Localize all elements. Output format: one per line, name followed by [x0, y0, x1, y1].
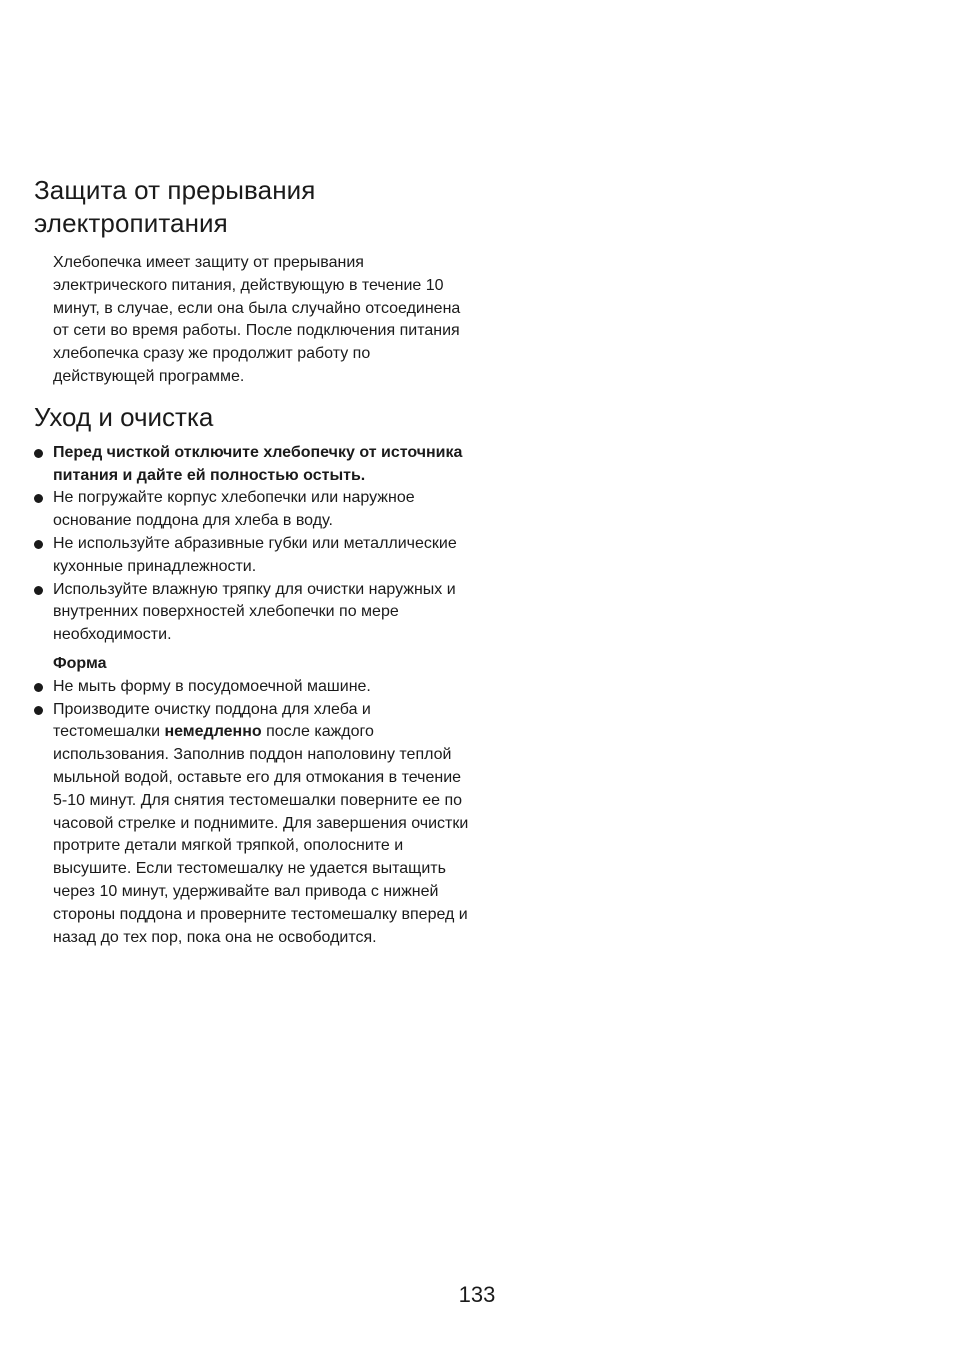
list-item-text-part1: Производите очистку поддона для хлеба и тестомешалки [53, 700, 371, 741]
content-column [34, 174, 474, 949]
list-item [34, 699, 474, 950]
care-bullet-list [34, 442, 474, 647]
list-item-text: Не мыть форму в посудомоечной машине. [53, 677, 371, 695]
list-item [34, 487, 474, 533]
list-item [34, 676, 474, 699]
section-title-line2: электропитания [34, 208, 228, 238]
bullet-icon [34, 540, 43, 549]
bullet-icon [34, 683, 43, 692]
page-number: 133 [458, 1282, 496, 1307]
bullet-icon [34, 706, 43, 715]
form-subheading: Форма [53, 654, 107, 672]
form-bullet-list [34, 676, 474, 950]
list-item-text: Перед чисткой отключите хлебопечку от источника питания и дайте ей полностью остыть. [53, 443, 463, 484]
list-item-text: Не погружайте корпус хлебопечки или наружное основание поддона для хлеба в воду. [53, 489, 415, 530]
bullet-icon [34, 586, 43, 595]
list-item-text: Используйте влажную тряпку для очистки наружных и внутренних поверхностей хлебопечки по мере необходимости. [53, 580, 456, 644]
bullet-icon [34, 494, 43, 503]
list-item [34, 442, 474, 488]
power-protection-paragraph: Хлебопечка имеет защиту от прерывания электрического питания, действующую в течение 10 минут, в случае, если она была случайно отсоединена от сети во время работы. После подключения питания хлебопечка сразу же продолжит работу по действующей программе. [53, 254, 461, 385]
section-title-power-protection [34, 174, 474, 240]
list-item [34, 533, 474, 579]
section-title-care-cleaning: Уход и очистка [34, 401, 214, 432]
section-title-line1: Защита от прерывания [34, 175, 316, 205]
list-item-text-part2: после каждого использования. Заполнив поддон наполовину теплой мыльной водой, оставьте его для отмокания в течение 5-10 минут. Для снятия тестомешалки поверните ее по часовой стрелке и поднимите. Для завершения очистки протрите детали мягкой тряпкой, ополосните и высушите. Если тестомешалку не удается вытащить через 10 минут, удерживайте вал привода с нижней стороны поддона и проверните тестомешалку вперед и назад до тех пор, пока она не освободится. [53, 723, 469, 946]
list-item-text-emphasis: немедленно [164, 723, 262, 741]
list-item-text: Не используйте абразивные губки или металлические кухонные принадлежности. [53, 534, 457, 575]
list-item [34, 579, 474, 647]
bullet-icon [34, 449, 43, 458]
